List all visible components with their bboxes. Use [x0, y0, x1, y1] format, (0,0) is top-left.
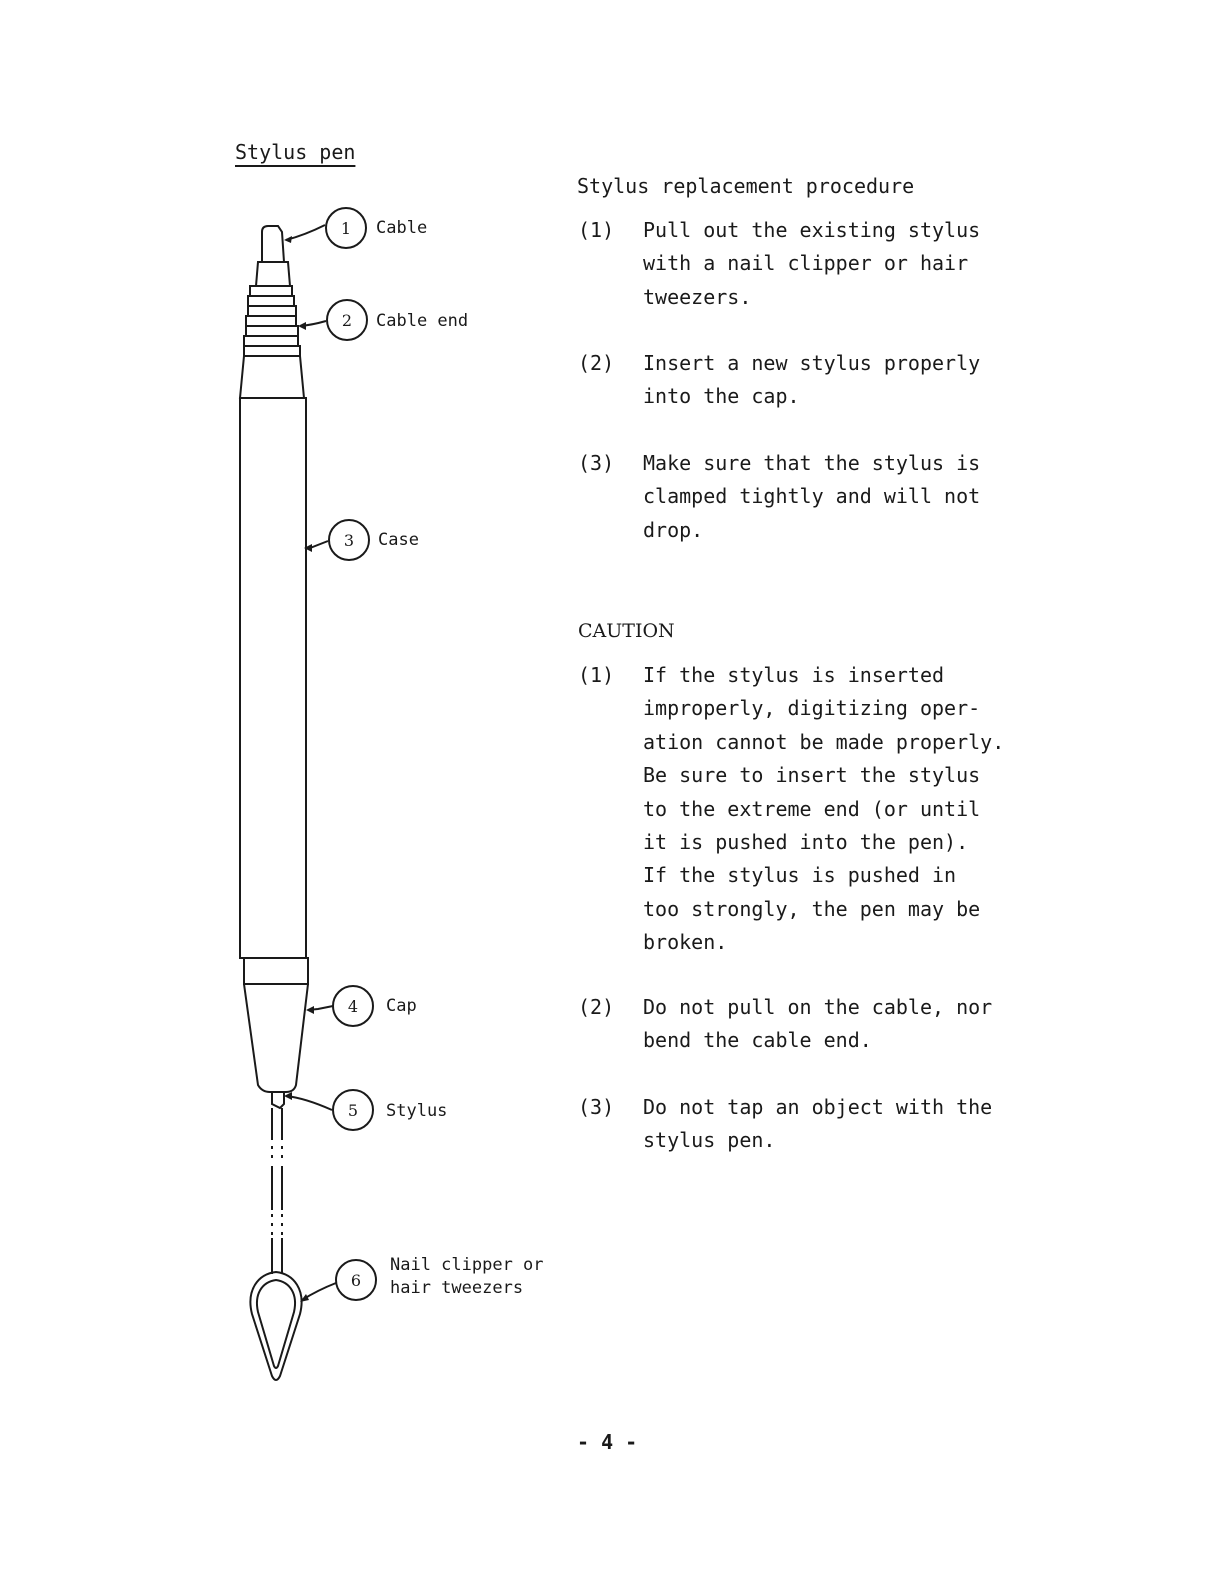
- text-line: to the extreme end (or until: [643, 796, 981, 821]
- stylus-pen-diagram: [0, 180, 520, 1440]
- callout-label-cable: Cable: [376, 218, 428, 238]
- caution-item-number: (3): [578, 1095, 615, 1119]
- text-line: Be sure to insert the stylus: [643, 763, 981, 788]
- callout-number-6: 6: [350, 1271, 362, 1290]
- callout-number-1: 1: [340, 219, 352, 238]
- caution-item-number: (2): [578, 995, 615, 1019]
- callout-number-2: 2: [341, 311, 353, 330]
- caution-heading: CAUTION: [578, 620, 675, 642]
- callout-label-nail-clipper: [390, 1254, 544, 1300]
- cable-end-ring: [244, 346, 300, 356]
- cable-end-ring: [248, 296, 294, 306]
- callout-label-cable-end: Cable end: [376, 311, 469, 331]
- callout-number-4: 4: [347, 997, 359, 1016]
- leader-line-1: [286, 225, 325, 240]
- callout-number-3: 3: [343, 531, 355, 550]
- text-line: If the stylus is inserted: [643, 663, 945, 687]
- callout-label-case: Case: [378, 530, 419, 550]
- stylus-tip-shape: [272, 1092, 284, 1108]
- text-line: tweezers.: [643, 284, 752, 309]
- caution-item-text: [643, 659, 1004, 960]
- text-line: Do not pull on the cable, nor: [643, 995, 993, 1019]
- callout-label-line: hair tweezers: [390, 1278, 524, 1298]
- text-line: broken.: [643, 930, 728, 955]
- text-line: into the cap.: [643, 384, 800, 409]
- cable-end-ring: [244, 336, 298, 346]
- caution-item-number: (1): [578, 663, 615, 687]
- text-line: stylus pen.: [643, 1128, 776, 1153]
- case-neck-shape: [240, 356, 304, 398]
- text-line: clamped tightly and will not: [643, 484, 981, 509]
- cap-shape: [244, 984, 308, 1092]
- procedure-step-text: [643, 447, 980, 547]
- procedure-step-number: (3): [578, 451, 615, 475]
- procedure-step-text: [643, 347, 980, 414]
- cable-end-ring: [250, 286, 292, 296]
- pen-drawing: [240, 208, 376, 1380]
- tweezers-inner-shape: [257, 1280, 295, 1368]
- cable-end-ring: [246, 316, 296, 326]
- text-line: improperly, digitizing oper-: [643, 696, 981, 721]
- page-number: - 4 -: [577, 1430, 638, 1454]
- cable-end-ring: [248, 306, 296, 316]
- text-line: Insert a new stylus properly: [643, 351, 981, 375]
- text-line: Pull out the existing stylus: [643, 218, 981, 242]
- cable-shape: [262, 226, 284, 262]
- procedure-step-number: (2): [578, 351, 615, 375]
- text-line: If the stylus is pushed in: [643, 863, 957, 888]
- cap-band-shape: [244, 958, 308, 984]
- text-line: it is pushed into the pen).: [643, 830, 969, 855]
- procedure-step-number: (1): [578, 218, 615, 242]
- caution-item-text: [643, 1091, 992, 1158]
- procedure-heading: Stylus replacement procedure: [577, 174, 915, 198]
- caution-item-text: [643, 991, 992, 1058]
- figure-title: Stylus pen: [235, 140, 356, 164]
- text-line: ation cannot be made properly.: [643, 729, 1005, 754]
- text-line: too strongly, the pen may be: [643, 896, 981, 921]
- callout-label-cap: Cap: [386, 996, 417, 1016]
- cable-end-shape: [256, 262, 290, 286]
- text-line: Make sure that the stylus is: [643, 451, 981, 475]
- tweezers-shape: [250, 1272, 301, 1380]
- callout-label-line: Nail clipper or: [390, 1255, 544, 1275]
- text-line: bend the cable end.: [643, 1028, 872, 1053]
- procedure-step-text: [643, 214, 980, 314]
- callout-label-stylus: Stylus: [386, 1101, 448, 1121]
- text-line: drop.: [643, 517, 704, 542]
- callout-number-5: 5: [347, 1101, 359, 1120]
- text-line: with a nail clipper or hair: [643, 251, 969, 276]
- arrowheads: [284, 236, 314, 1302]
- case-shape: [240, 398, 306, 958]
- leader-line-5: [286, 1096, 332, 1110]
- text-line: Do not tap an object with the: [643, 1095, 993, 1119]
- cable-end-ring: [246, 326, 298, 336]
